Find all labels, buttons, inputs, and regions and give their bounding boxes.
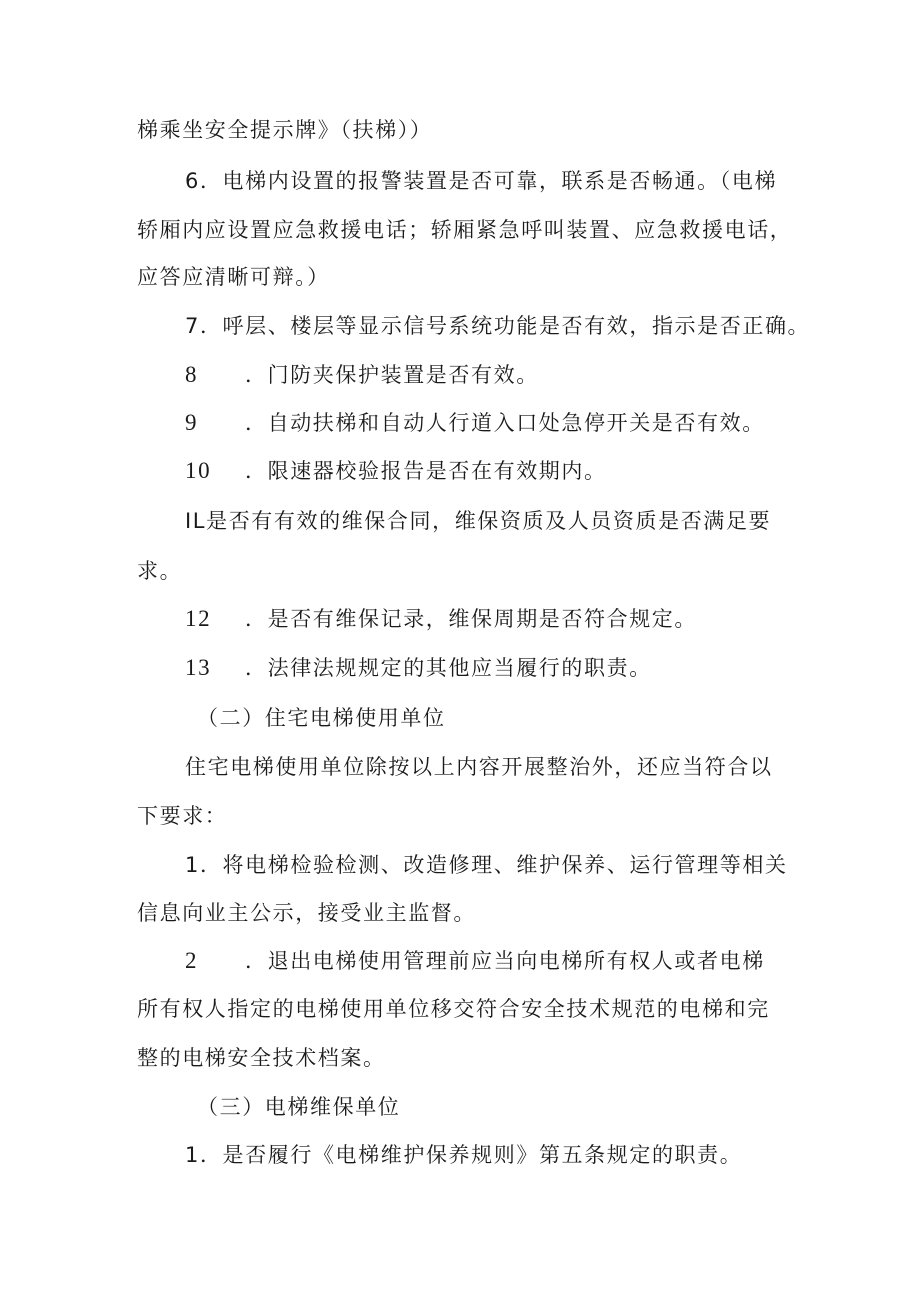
text-line: 信息向业主公示，接受业主监督。 <box>137 901 476 925</box>
paragraph-start: 住宅电梯使用单位除按以上内容开展整治外，还应当符合以 <box>185 755 773 779</box>
list-item-2 <box>185 947 765 975</box>
list-text: ．门防夹保护装置是否有效。 <box>245 363 539 387</box>
list-item-9 <box>185 409 765 437</box>
list-item-1: 1．是否履行《电梯维护保养规则》第五条规定的职责。 <box>185 1143 743 1167</box>
section-heading-3: （三）电梯维保单位 <box>197 1095 401 1119</box>
list-text: ．是否有维保记录，维保周期是否符合规定。 <box>245 607 697 631</box>
text-line: 求。 <box>137 559 183 583</box>
text-line: 下要求： <box>137 804 228 828</box>
list-text: ．退出电梯使用管理前应当向电梯所有权人或者电梯 <box>245 949 765 973</box>
list-number: 9 <box>185 410 199 435</box>
list-item-10 <box>185 457 607 485</box>
list-number: 2 <box>185 948 199 973</box>
list-item-13 <box>185 654 652 682</box>
text-line: 轿厢内应设置应急救援电话；轿厢紧急呼叫装置、应急救援电话， <box>137 218 793 242</box>
list-item-1: 1．将电梯检验检测、改造修理、维护保养、运行管理等相关 <box>185 853 788 877</box>
list-text: ．法律法规规定的其他应当履行的职责。 <box>245 656 652 680</box>
list-item-8 <box>185 361 539 389</box>
text-line: 整的电梯安全技术档案。 <box>137 1046 386 1070</box>
list-item-6: 6．电梯内设置的报警装置是否可靠，联系是否畅通。（电梯 <box>185 169 778 193</box>
text-line: 梯乘坐安全提示牌》（扶梯）） <box>137 118 433 142</box>
list-item-12 <box>185 605 697 633</box>
section-heading-2: （二）住宅电梯使用单位 <box>197 706 446 730</box>
list-number: 8 <box>185 362 199 387</box>
list-text: ．自动扶梯和自动人行道入口处急停开关是否有效。 <box>245 411 765 435</box>
list-number: 10 <box>185 458 212 483</box>
list-item-7: 7．呼层、楼层等显示信号系统功能是否有效，指示是否正确。 <box>185 314 811 338</box>
list-number: 12 <box>185 606 212 631</box>
text-line: 应答应清晰可辩。） <box>137 265 330 289</box>
list-item-11: IL是否有有效的维保合同，维保资质及人员资质是否满足要 <box>185 509 772 533</box>
list-number: 13 <box>185 655 212 680</box>
list-text: ．限速器校验报告是否在有效期内。 <box>245 459 607 483</box>
text-line: 所有权人指定的电梯使用单位移交符合安全技术规范的电梯和完 <box>137 997 770 1021</box>
